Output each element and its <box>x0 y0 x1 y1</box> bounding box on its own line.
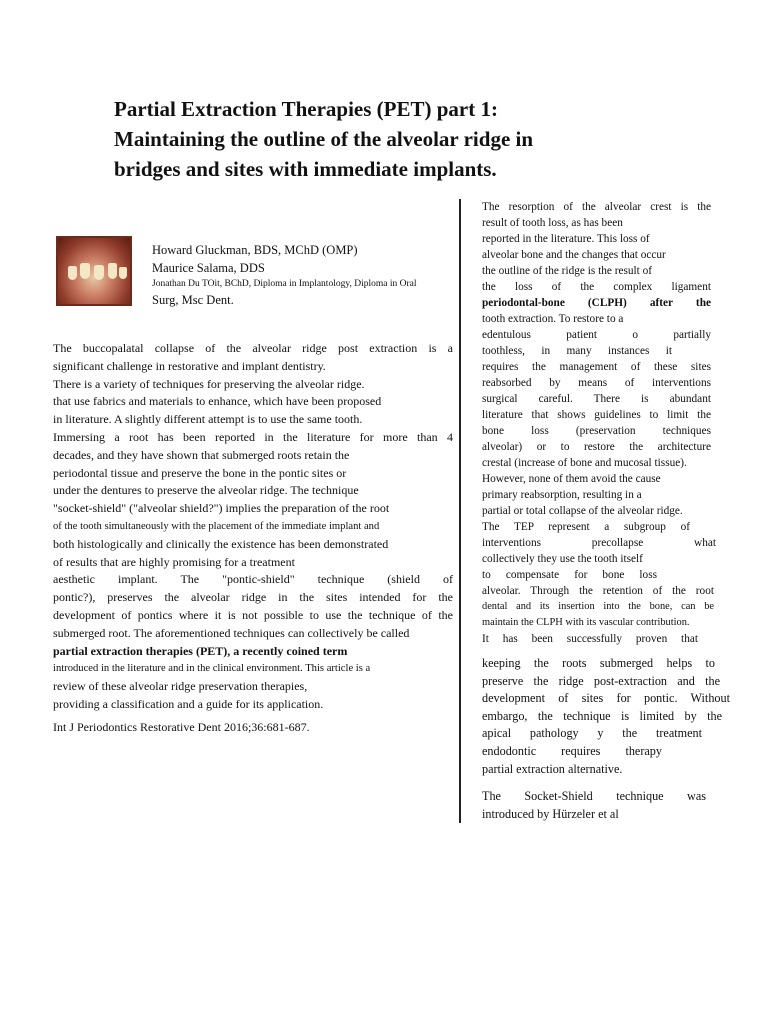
body-line: the loss of the complex ligament <box>482 281 711 293</box>
body-line: primary reabsorption, resulting in a <box>482 489 642 501</box>
body-line: introduced by Hürzeler et al <box>482 806 619 821</box>
body-line: apical pathology y the treatment <box>482 726 702 741</box>
body-line: surgical careful. There is abundant <box>482 393 711 405</box>
body-line: However, none of them avoid the cause <box>482 473 661 485</box>
abstract <box>53 340 453 714</box>
body-line: keeping the roots submerged helps to <box>482 656 715 670</box>
abstract-line: submerged root. The aforementioned techniques can collectively be called <box>53 625 410 640</box>
abstract-line: development of pontics where it is not possible to use the technique of the <box>53 607 453 622</box>
body-line: to compensate for bone loss <box>482 569 657 581</box>
citation: Int J Periodontics Restorative Dent 2016;36:681-687. <box>53 720 310 734</box>
body-line: toothless, in many instances it <box>482 345 672 357</box>
body-line: maintain the CLPH with its vascular contribution. <box>482 617 690 628</box>
body-line: literature that shows guidelines to limit the <box>482 409 711 421</box>
abstract-line: "socket-shield" ("alveolar shield?") implies the preparation of the root <box>53 501 390 516</box>
abstract-line-emphasis: partial extraction therapies (PET), a recently coined term <box>53 643 348 658</box>
abstract-line: Immersing a root has been reported in the literature for more than 4 <box>53 429 453 444</box>
abstract-line: periodontal tissue and preserve the bone in the pontic sites or <box>53 465 347 480</box>
body-line: development of sites for pontic. Without <box>482 691 730 706</box>
body-line-emphasis: periodontal-bone (CLPH) after the <box>482 297 711 309</box>
body-line: The Socket-Shield technique was <box>482 789 706 804</box>
body-line: alveolar. Through the retention of the root <box>482 585 714 597</box>
abstract-line: providing a classification and a guide for its application. <box>53 696 324 711</box>
abstract-line: under the dentures to preserve the alveolar ridge. The technique <box>53 483 359 498</box>
body-line: embargo, the technique is limited by the <box>482 708 722 723</box>
author-name: Howard Gluckman, BDS, MChD (OMP) <box>152 243 358 257</box>
body-line: The resorption of the alveolar crest is the <box>482 201 711 213</box>
body-line: collectively they use the tooth itself <box>482 553 643 565</box>
abstract-line: review of these alveolar ridge preservation therapies, <box>53 679 308 694</box>
body-line: bone loss (preservation techniques <box>482 425 711 437</box>
body-line: reabsorbed by means of interventions <box>482 377 711 389</box>
body-line: preserve the ridge post-extraction and the <box>482 673 720 688</box>
column-divider <box>459 199 461 823</box>
abstract-line: of results that are highly promising for a treatment <box>53 554 295 569</box>
body-line: It has been successfully proven that <box>482 633 698 645</box>
body-column-continued <box>482 655 730 823</box>
abstract-line: decades, and they have shown that submerged roots retain the <box>53 447 350 462</box>
clinical-photo <box>56 236 132 306</box>
abstract-line: both histologically and clinically the existence has been demonstrated <box>53 536 389 551</box>
body-line: alveolar) or to restore the architecture <box>482 441 711 453</box>
body-line: dental and its insertion into the bone, can be <box>482 601 714 612</box>
body-line: result of tooth loss, as has been <box>482 217 623 229</box>
body-line: the outline of the ridge is the result of <box>482 265 653 277</box>
body-line: endodontic requires therapy <box>482 743 662 758</box>
abstract-line: that use fabrics and materials to enhance, which have been proposed <box>53 394 382 409</box>
abstract-line: introduced in the literature and in the clinical environment. This article is a <box>53 663 371 675</box>
author-credentials: Surg, Msc Dent. <box>152 293 234 307</box>
body-line: reported in the literature. This loss of <box>482 233 650 245</box>
body-line: partial extraction alternative. <box>482 761 623 776</box>
title-line: bridges and sites with immediate implants. <box>114 157 497 181</box>
body-line: alveolar bone and the changes that occur <box>482 249 666 261</box>
title-line: Partial Extraction Therapies (PET) part 1: <box>114 97 498 121</box>
abstract-line: of the tooth simultaneously with the placement of the immediate implant and <box>53 520 380 532</box>
author-block <box>152 241 452 309</box>
body-line: interventions precollapse what <box>482 537 716 549</box>
body-line: tooth extraction. To restore to a <box>482 313 624 325</box>
body-line: edentulous patient o partially <box>482 329 711 341</box>
body-line: The TEP represent a subgroup of <box>482 521 690 533</box>
abstract-line: aesthetic implant. The "pontic-shield" technique (shield of <box>53 572 453 587</box>
abstract-line: There is a variety of techniques for preserving the alveolar ridge. <box>53 376 365 391</box>
body-line: requires the management of these sites <box>482 361 711 373</box>
body-line: partial or total collapse of the alveolar ridge. <box>482 505 683 517</box>
abstract-line: in literature. A slightly different attempt is to use the same tooth. <box>53 412 363 427</box>
abstract-line: pontic?), preserves the alveolar ridge in the sites intended for the <box>53 590 453 605</box>
body-column-text <box>482 199 716 647</box>
author-name: Maurice Salama, DDS <box>152 261 265 275</box>
abstract-line: The buccopalatal collapse of the alveolar ridge post extraction is a <box>53 341 453 355</box>
title-line: Maintaining the outline of the alveolar ridge in <box>114 127 534 151</box>
abstract-line: significant challenge in restorative and implant dentistry. <box>53 358 326 373</box>
body-line: crestal (increase of bone and mucosal tissue). <box>482 457 687 469</box>
article-title <box>114 94 634 184</box>
author-credentials: Jonathan Du TOit, BChD, Diploma in Implantology, Diploma in Oral <box>152 279 417 289</box>
